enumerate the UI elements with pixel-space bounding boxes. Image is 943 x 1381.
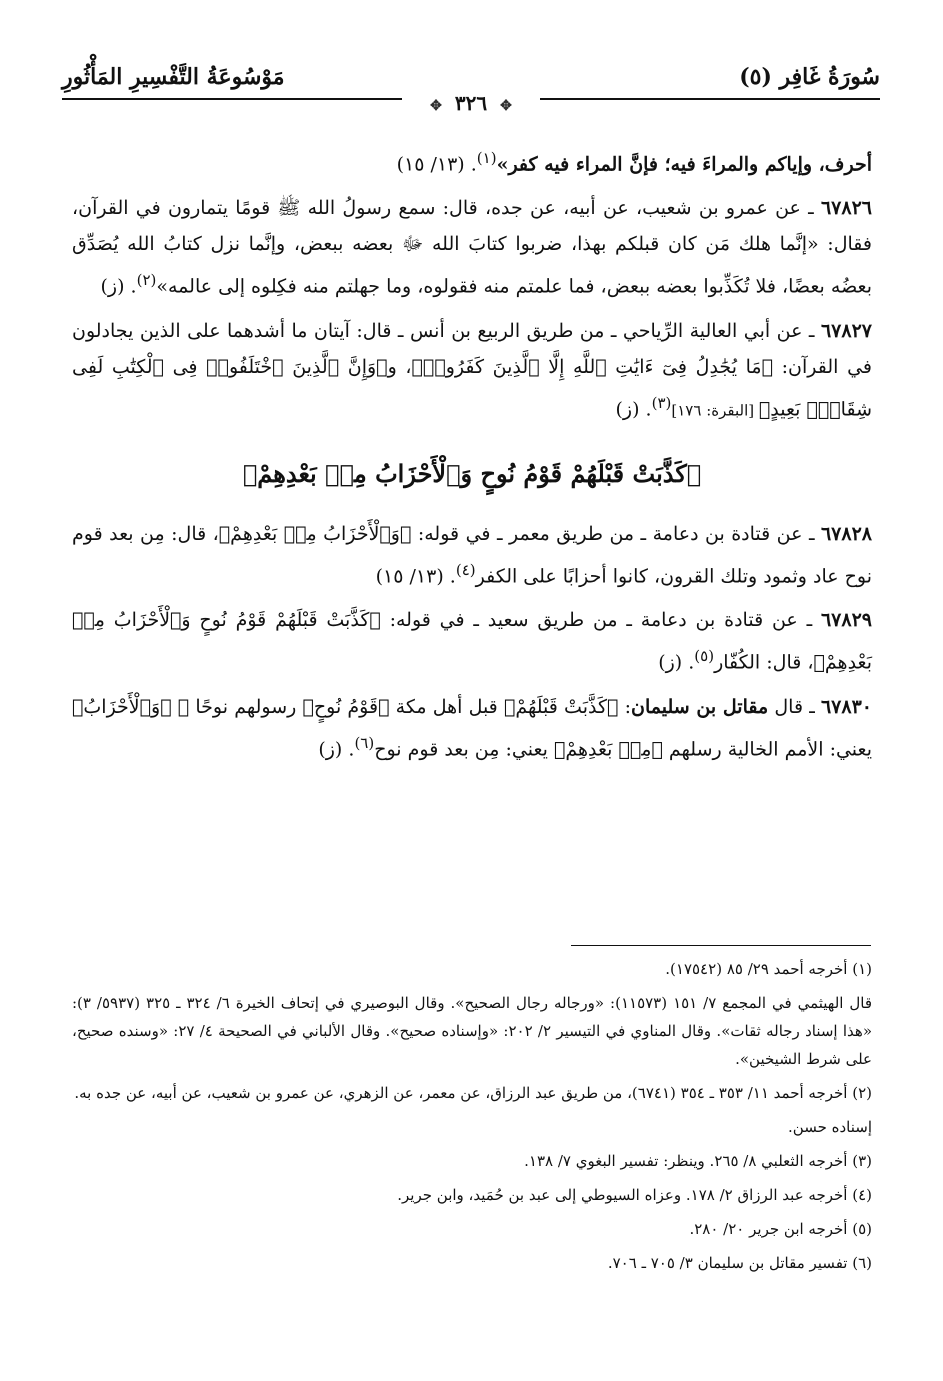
page-number-block [62,91,880,115]
footnote-2: (٢) أخرجه أحمد ١١/ ٣٥٣ ـ ٣٥٤ (٦٧٤١)، من طريق عبد الرزاق، عن معمر، عن الزهري، عن عمرو بن شعيب، عن أبيه، عن جده به. [74,1084,872,1102]
footnote-3: (٣) أخرجه الثعلبي ٨/ ٢٦٥. وينظر: تفسير البغوي ٧/ ١٣٨. [524,1152,872,1170]
narration-text: : ﴿كَذَّبَتْ قَبْلَهُمْ﴾ قبل أهل مكة ﴿قَوْمُ نُوحٍ﴾ رسولهم نوحًا ﵇ ﴿وَٱلْأَحْزَابُ﴾ يعني: الأمم الخالية رسلهم ﴿مِنۢ بَعْدِهِمْ﴾ يعني: مِن بعد قوم نوح [72,695,872,760]
narration-67826 [72,190,872,304]
ornament-icon: ✥ [500,98,512,114]
footnote-1: (١) أخرجه أحمد ٢٩/ ٨٥ (١٧٥٤٢). [665,960,872,978]
narration-number: ٦٧٨٢٧ [820,319,872,342]
reference: . (١٣/ ١٥) [375,565,456,588]
ayah-heading: ﴿كَذَّبَتْ قَبْلَهُمْ قَوْمُ نُوحٍ وَٱلْأَحْزَابُ مِنۢ بَعْدِهِمْ﴾ [242,458,702,488]
footnote-marker: (٦) [354,733,375,752]
narration-67827 [72,313,872,428]
footnotes [72,955,872,1283]
narration-number: ٦٧٨٢٨ [820,522,872,545]
narration-text: ـ عن قتادة بن دعامة ـ من طريق معمر ـ في قوله: ﴿وَٱلْأَحْزَابُ مِنۢ بَعْدِهِمْ﴾، قال: مِن بعد قوم نوح عاد وثمود وتلك القرون، كانوا أحزابًا على الكفر [72,522,872,588]
paragraph-continued [72,140,872,182]
page-number: ٣٢٦ [454,91,488,115]
footnote-1-commentary: قال الهيثمي في المجمع ٧/ ١٥١ (١١٥٧٣): «ورجاله رجال الصحيح». وقال البوصيري في إتحاف الخيرة ٦/ ٣٢٤ ـ ٣٢٥ (٥٩٣٧/ ٣): «هذا إسناد رجاله ثقات». وقال المناوي في التيسير ٢/ ٢٠٢: «وإسناده صحيح». وقال الألباني في الصحيحة ٤/ ٢٧: «وسنده صحيح، على شرط الشيخين». [72,994,873,1068]
narration-text: ـ عن أبي العالية الرِّياحي ـ من طريق الربيع بن أنس ـ قال: آيتان ما أشدهما على الذين يجادلون في القرآن: ﴿مَا يُجَٰدِلُ فِىٓ ءَايَٰتِ ٱللَّهِ إِلَّا ٱلَّذِينَ كَفَرُوا۟﴾، و﴿وَإِنَّ ٱلَّذِينَ ٱخْتَلَفُوا۟ فِى ٱلْكِتَٰبِ لَفِى شِقَاقٍۭ بَعِيدٍ﴾ [72,319,872,420]
reference: . (١٣/ ١٥) [396,153,477,176]
footnote-6: (٦) تفسير مقاتل بن سليمان ٣/ ٧٠٥ ـ ٧٠٦. [607,1254,872,1272]
reference: . (ز) [658,651,695,674]
ornament-icon: ✥ [430,98,442,114]
page-header [62,58,880,115]
main-text [72,140,872,775]
book-title: مَوْسُوعَةُ التَّفْسِيرِ المَأْثُورِ [62,64,285,90]
footnote-marker: (٥) [694,647,715,666]
footnote-2-grading: إسناده حسن. [788,1118,872,1136]
surah-reference: [البقرة: ١٧٦] [671,400,759,419]
footnote-marker: (٣) [651,393,672,412]
narrator-name: مقاتل بن سليمان [630,695,769,718]
hadith-text: أحرف، وإياكم والمراءَ فيه؛ فإنَّ المراء فيه كفر» [496,153,872,176]
reference: . (ز) [615,397,652,420]
footnote-5: (٥) أخرجه ابن جرير ٢٠/ ٢٨٠. [689,1220,872,1238]
narration-number: ٦٧٨٢٦ [820,197,872,220]
narration-text: ـ عن قتادة بن دعامة ـ من طريق سعيد ـ في قوله: ﴿كَذَّبَتْ قَبْلَهُمْ قَوْمُ نُوحٍ وَٱلْأَحْزَابُ مِنۢ بَعْدِهِمْ﴾، قال: الكُفّار [72,609,872,674]
footnote-4: (٤) أخرجه عبد الرزاق ٢/ ١٧٨. وعزاه السيوطي إلى عبد بن حُمَيد، وابن جرير. [397,1186,872,1204]
surah-title: سُورَةُ غَافِر (٥) [739,64,880,90]
narration-number: ٦٧٨٢٩ [820,609,872,632]
narration-67830 [72,689,872,767]
footnote-marker: (١) [476,149,497,167]
footnote-marker: (٢) [136,271,157,290]
reference: . (ز) [100,275,137,298]
footnote-separator [571,945,871,946]
narration-lead: ـ قال [768,695,821,718]
narration-text: ـ عن عمرو بن شعيب، عن أبيه، عن جده، قال: سمع رسولُ الله ﷺ قومًا يتمارون في القرآن، فقال: «إنَّما هلك مَن كان قبلكم بهذا، ضربوا كتابَ الله ﷻ بعضه ببعض، وإنَّما نزل كتابُ الله يُصَدِّق بعضُه بعضًا، فلا تُكَذِّبوا بعضه ببعض، فما علمتم منه فقولوه، وما جهلتم منه فكِلوه إلى عالمه» [72,197,872,298]
reference: . (ز) [318,737,355,760]
footnote-marker: (٤) [455,560,476,579]
narration-67829 [72,602,872,680]
narration-number: ٦٧٨٣٠ [820,695,872,718]
narration-67828 [72,516,872,594]
